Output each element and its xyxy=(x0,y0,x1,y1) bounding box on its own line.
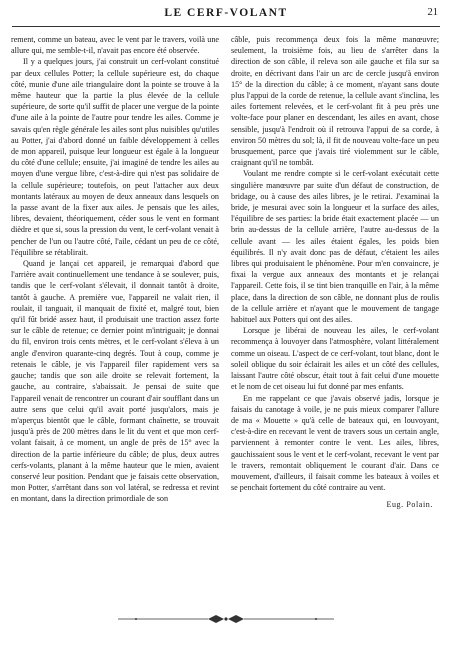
paragraph: Voulant me rendre compte si le cerf-volant exécutait cette singulière manœuvre par suite d'un défaut de construction, de bridage, ou à cause des ailes libres, je le retirai. J'examinai la bride, je mesurai avec soin la longueur et la surface des ailes, l'équilibre de ses parties: la bride était exactement placée — un brin au-dessus de la cellule arrière, l'autre au-dessus de la cellule avant — les ailes étaient égales, les poids bien équilibrés. Il n'y avait donc pas de défaut, c'étaient les ailes libres qui produisaient le phénomène. Pour m'en convaincre, je fixai la vergue aux anneaux des montants et je relançai l'appareil. Cette fois, il se tint bien tranquille en l'air, à la même place, dans la direction de son câble, ne donnant plus de roulis de la cellule arrière et n'ayant que le mouvement de tangage habituel aux Potters qui ont des ailes. xyxy=(231,169,439,325)
paragraph: Quand je lançai cet appareil, je remarquai d'abord que l'arrière avait continuellement une tendance à se soulever, puis, tandis que le cerf-volant s'élevait, il donnait tantôt à droite, tantôt à gauche. A première vue, l'appareil ne valait rien, il roulait, il tanguait, il manquait de fixité et, malgré tout, bien qu'il fût bridé assez haut, il produisait une traction assez forte sur le câble de retenue; ce dernier point m'intriguait; je donnai du fil, environ trois cents mètres, et le cerf-volant s'éleva à un angle d'environ quarante-cinq degrés. Tout à coup, comme je retenais le câble, je vis l'appareil filer rapidement vers sa gauche; tandis que son aile droite se relevait fortement, la gauche, au contraire, s'abaissait. Je pensai de suite que l'appareil venait de rencontrer un courant d'air soufflant dans un autre sens que celui qu'il avait porté jusqu'alors, mais je m'aperçus bientôt que le câble, formant chaînette, se trouvait jusqu'à près de 200 mètres dans le lit du vent et que mon cerf-volant faisait, à ce moment, un angle de près de 15° avec la direction de la partie inférieure du câble; de plus, deux autres cerfs-volants, planant à la même hauteur que le mien, avaient conservé leur position. Pendant que je faisais cette observation, mon Potter, s'arrêtant dans son vol latéral, se redressa et revint en montant, dans la direction primordiale de son xyxy=(11,259,219,504)
left-column xyxy=(11,34,219,606)
paragraph: Il y a quelques jours, j'ai construit un cerf-volant constitué par deux cellules Potter; la cellule supérieure est, do chaque côté, munie d'une aile triangulaire dont la pointe se trouve à la même hauteur que la partie la plus élevée de la cellule supérieure, de sorte qu'il suffit de placer une vergue de la pointe d'une aile à la pointe de l'autre pour tendre les ailes. Comme je savais qu'en règle générale les ailes sont plus nuisibles qu'utiles au Potter, j'ai d'abord donné un faible développement à celles de mon appareil, puisque leur longueur est égale à la longueur du côté d'une cellule; ensuite, j'ai imaginé de tendre les ailes au moyen d'une vergue libre, c'est-à-dire qui n'est pas solidaire de la cellule supérieure; toutefois, on peut l'attacher aux deux montants latéraux au moyen de deux anneaux dans lesquels on la passe avant de la fixer aux ailes. Je pensais que les ailes, libres, devaient, théoriquement, céder sous le vent en formant dièdre et que si, sous la pression du vent, le cerf-volant venait à pencher de l'un ou l'autre côté, l'aile, cédant un peu de ce côté, l'équilibre se rétablirait. xyxy=(11,57,219,257)
journal-title: LE CERF-VOLANT xyxy=(164,7,288,19)
page-header xyxy=(12,6,440,24)
paragraph: câble, puis recommença deux fois la même manœuvre; seulement, la troisième fois, au lieu de s'arrêter dans la direction de son câble, il releva son aile gauche et fila sur sa droite, en décrivant dans l'air un arc de cercle jusqu'à environ 15° de la direction du câble; à ce moment, n'ayant sans doute plus l'appui de la corde de retenue, la cellule avant s'inclina, les ailes fortement relevées, et le cerf-volant fit à peu près une volte-face pour planer en descendant, les ailes en avant, chose sensible, jusqu'à l'endroit où il retrouva l'appui de sa corde, à environ 50 mètres du sol; là, il fit de nouveau volte-face un peu brusquement, parce que j'avais tiré violemment sur le câble, craignant qu'il ne tombât. xyxy=(231,35,439,168)
paragraph: Lorsque je libérai de nouveau les ailes, le cerf-volant recommença à louvoyer dans l'atmosphère, volant littéralement comme un oiseau. L'aspect de ce cerf-volant, tout blanc, dont le soleil oblique du soir éclairait les ailes et un côté des cellules, laissant l'autre côté obscur, était tout à fait celui d'une mouette et le nom de cet oiseau lui fut donné par mes enfants. xyxy=(231,326,439,392)
author-signature: Eug. Polain. xyxy=(386,500,433,510)
paragraph: En me rappelant ce que j'avais observé jadis, lorsque je faisais du canotage à voile, je ne puis mieux comparer l'allure de ma « Mouette » qu'à celle de bateaux qui, en louvoyant, c'est-à-dire en recevant le vent de travers sous un certain angle, parviennent à remonter contre le vent. Les ailes, libres, gauchissaient sous le vent et le cerf-volant, recevant le vent par le travers, remontait obliquement le courant d'air. Dans ce mouvement, d'ailleurs, il faisait comme les bateaux à voiles et se penchait fortement du côté contraire au vent. xyxy=(231,393,439,493)
paragraph: rement, comme un bateau, avec le vent par le travers, voilà une allure qui, me semble-t-il, n'avait pas encore été observée. xyxy=(11,35,219,56)
header-rule xyxy=(12,26,440,27)
section-ornament xyxy=(0,612,452,626)
ornament-divider-icon xyxy=(116,612,336,626)
page-number: 21 xyxy=(427,7,438,18)
right-column xyxy=(231,34,439,606)
